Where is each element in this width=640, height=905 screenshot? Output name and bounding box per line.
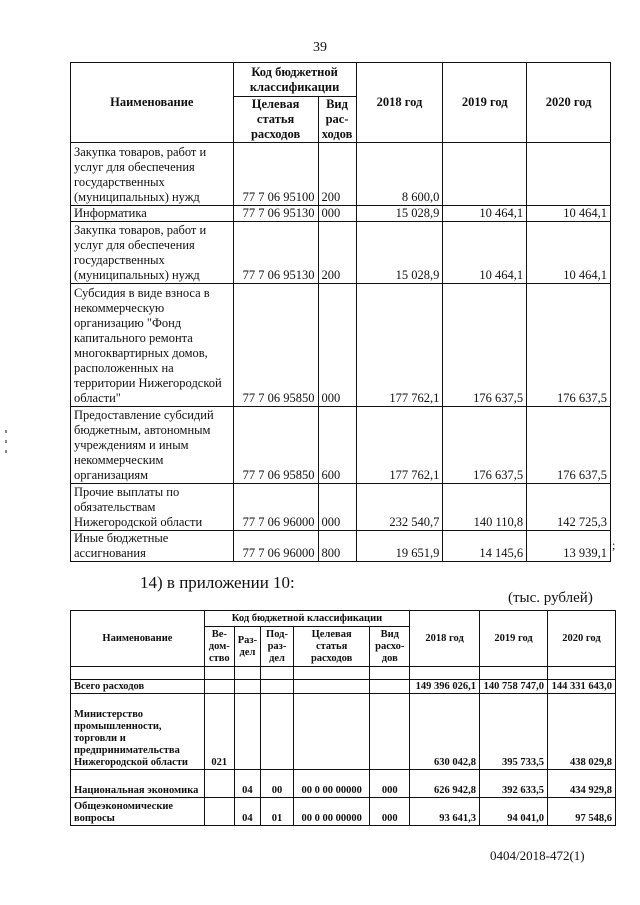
row-2020: 144 331 643,0	[547, 680, 615, 694]
table-row	[71, 531, 611, 562]
row-name: Министерство промышленности, торговли и предпринимательства Нижегородской области	[71, 694, 205, 770]
row-expense-type: 800	[318, 531, 356, 562]
scan-mark	[5, 450, 7, 453]
row-target-article: 77 7 06 95850	[233, 284, 318, 407]
row-2019: 176 637,5	[443, 284, 527, 407]
row-name: Предоставление субсидий бюджетным, автономным учреждениям и иным некоммерческим организациям	[71, 407, 234, 484]
table-row	[71, 484, 611, 531]
table-row	[71, 680, 616, 694]
spacer-row	[71, 667, 616, 680]
row-department	[204, 770, 234, 798]
header-budget-code: Код бюджетной классификации	[204, 611, 409, 627]
row-expense-type	[370, 694, 410, 770]
row-2018: 93 641,3	[410, 798, 480, 826]
header-2020: 2020 год	[547, 611, 615, 667]
row-2020: 97 548,6	[547, 798, 615, 826]
row-2018: 15 028,9	[356, 222, 443, 284]
header-2018: 2018 год	[410, 611, 480, 667]
appendix-10-table	[70, 610, 616, 826]
row-2019: 395 733,5	[480, 694, 548, 770]
row-2018: 626 942,8	[410, 770, 480, 798]
row-target-article: 77 7 06 95850	[233, 407, 318, 484]
row-2019: 94 041,0	[480, 798, 548, 826]
row-subsection	[261, 694, 294, 770]
row-2020: 176 637,5	[527, 407, 611, 484]
row-2019: 176 637,5	[443, 407, 527, 484]
header-subsection: Под-раз-дел	[261, 627, 294, 667]
row-2019	[443, 143, 527, 206]
row-department: 021	[204, 694, 234, 770]
section-heading: 14) в приложении 10:	[140, 573, 295, 592]
row-expense-type: 000	[370, 798, 410, 826]
row-2019: 14 145,6	[443, 531, 527, 562]
page-number: 39	[313, 40, 327, 55]
header-2018: 2018 год	[356, 63, 443, 143]
row-2018: 177 762,1	[356, 284, 443, 407]
row-expense-type: 000	[318, 284, 356, 407]
row-2020: 176 637,5	[527, 284, 611, 407]
row-target-article: 00 0 00 00000	[293, 798, 369, 826]
row-2019: 140 758 747,0	[480, 680, 548, 694]
row-2018: 177 762,1	[356, 407, 443, 484]
row-2018: 15 028,9	[356, 206, 443, 222]
row-target-article: 77 7 06 95130	[233, 206, 318, 222]
table-row	[71, 407, 611, 484]
row-2018: 8 600,0	[356, 143, 443, 206]
row-2019: 392 633,5	[480, 770, 548, 798]
document-number: 0404/2018-472(1)	[490, 848, 585, 863]
row-section	[234, 680, 260, 694]
row-section: 04	[234, 798, 260, 826]
units-label: (тыс. рублей)	[508, 590, 593, 606]
row-target-article: 77 7 06 95130	[233, 222, 318, 284]
row-2020: 10 464,1	[527, 222, 611, 284]
row-expense-type: 000	[370, 770, 410, 798]
header-target-article: Целевая статья расходов	[293, 627, 369, 667]
scan-mark	[5, 440, 7, 443]
scan-mark	[5, 430, 7, 433]
row-target-article: 77 7 06 96000	[233, 531, 318, 562]
row-name: Прочие выплаты по обязательствам Нижегородской области	[71, 484, 234, 531]
header-2019: 2019 год	[480, 611, 548, 667]
row-end-semicolon: ;	[612, 538, 616, 552]
row-name: Иные бюджетные ассигнования	[71, 531, 234, 562]
header-target-article: Целевая статья расходов	[233, 97, 318, 143]
table-row	[71, 206, 611, 222]
row-expense-type: 200	[318, 222, 356, 284]
header-section: Раз-дел	[234, 627, 260, 667]
row-2020: 10 464,1	[527, 206, 611, 222]
row-2019: 10 464,1	[443, 222, 527, 284]
row-2020: 438 029,8	[547, 694, 615, 770]
row-department	[204, 798, 234, 826]
row-2020	[527, 143, 611, 206]
row-2019: 10 464,1	[443, 206, 527, 222]
row-expense-type: 600	[318, 407, 356, 484]
row-name: Общеэкономические вопросы	[71, 798, 205, 826]
row-section	[234, 694, 260, 770]
header-expense-type: Вид рас-ходов	[318, 97, 356, 143]
table-row	[71, 770, 616, 798]
header-department: Ве-дом-ство	[204, 627, 234, 667]
table-row	[71, 798, 616, 826]
row-2018: 149 396 026,1	[410, 680, 480, 694]
row-2020: 142 725,3	[527, 484, 611, 531]
table-row	[71, 694, 616, 770]
row-target-article: 00 0 00 00000	[293, 770, 369, 798]
row-2020: 13 939,1	[527, 531, 611, 562]
row-expense-type: 000	[318, 484, 356, 531]
header-name: Наименование	[71, 63, 234, 143]
row-name: Закупка товаров, работ и услуг для обеспечения государственных (муниципальных) нужд	[71, 143, 234, 206]
table-row	[71, 284, 611, 407]
row-expense-type: 000	[318, 206, 356, 222]
row-target-article	[293, 694, 369, 770]
header-budget-code: Код бюджетной классификации	[233, 63, 356, 97]
budget-table-continued	[70, 62, 611, 562]
row-subsection	[261, 680, 294, 694]
row-target-article: 77 7 06 96000	[233, 484, 318, 531]
row-name: Всего расходов	[71, 680, 205, 694]
row-2018: 19 651,9	[356, 531, 443, 562]
row-name: Субсидия в виде взноса в некоммерческую организацию "Фонд капитального ремонта многоквартирных домов, расположенных на территории Нижегородской области"	[71, 284, 234, 407]
header-name: Наименование	[71, 611, 205, 667]
header-2020: 2020 год	[527, 63, 611, 143]
header-expense-type: Вид расхо-дов	[370, 627, 410, 667]
row-name: Закупка товаров, работ и услуг для обеспечения государственных (муниципальных) нужд	[71, 222, 234, 284]
row-2018: 630 042,8	[410, 694, 480, 770]
row-target-article: 77 7 06 95100	[233, 143, 318, 206]
row-target-article	[293, 680, 369, 694]
row-section: 04	[234, 770, 260, 798]
row-2018: 232 540,7	[356, 484, 443, 531]
row-name: Информатика	[71, 206, 234, 222]
table-row	[71, 222, 611, 284]
row-subsection: 01	[261, 798, 294, 826]
row-subsection: 00	[261, 770, 294, 798]
table-row	[71, 143, 611, 206]
row-department	[204, 680, 234, 694]
row-2019: 140 110,8	[443, 484, 527, 531]
row-name: Национальная экономика	[71, 770, 205, 798]
row-expense-type	[370, 680, 410, 694]
row-2020: 434 929,8	[547, 770, 615, 798]
row-expense-type: 200	[318, 143, 356, 206]
header-2019: 2019 год	[443, 63, 527, 143]
